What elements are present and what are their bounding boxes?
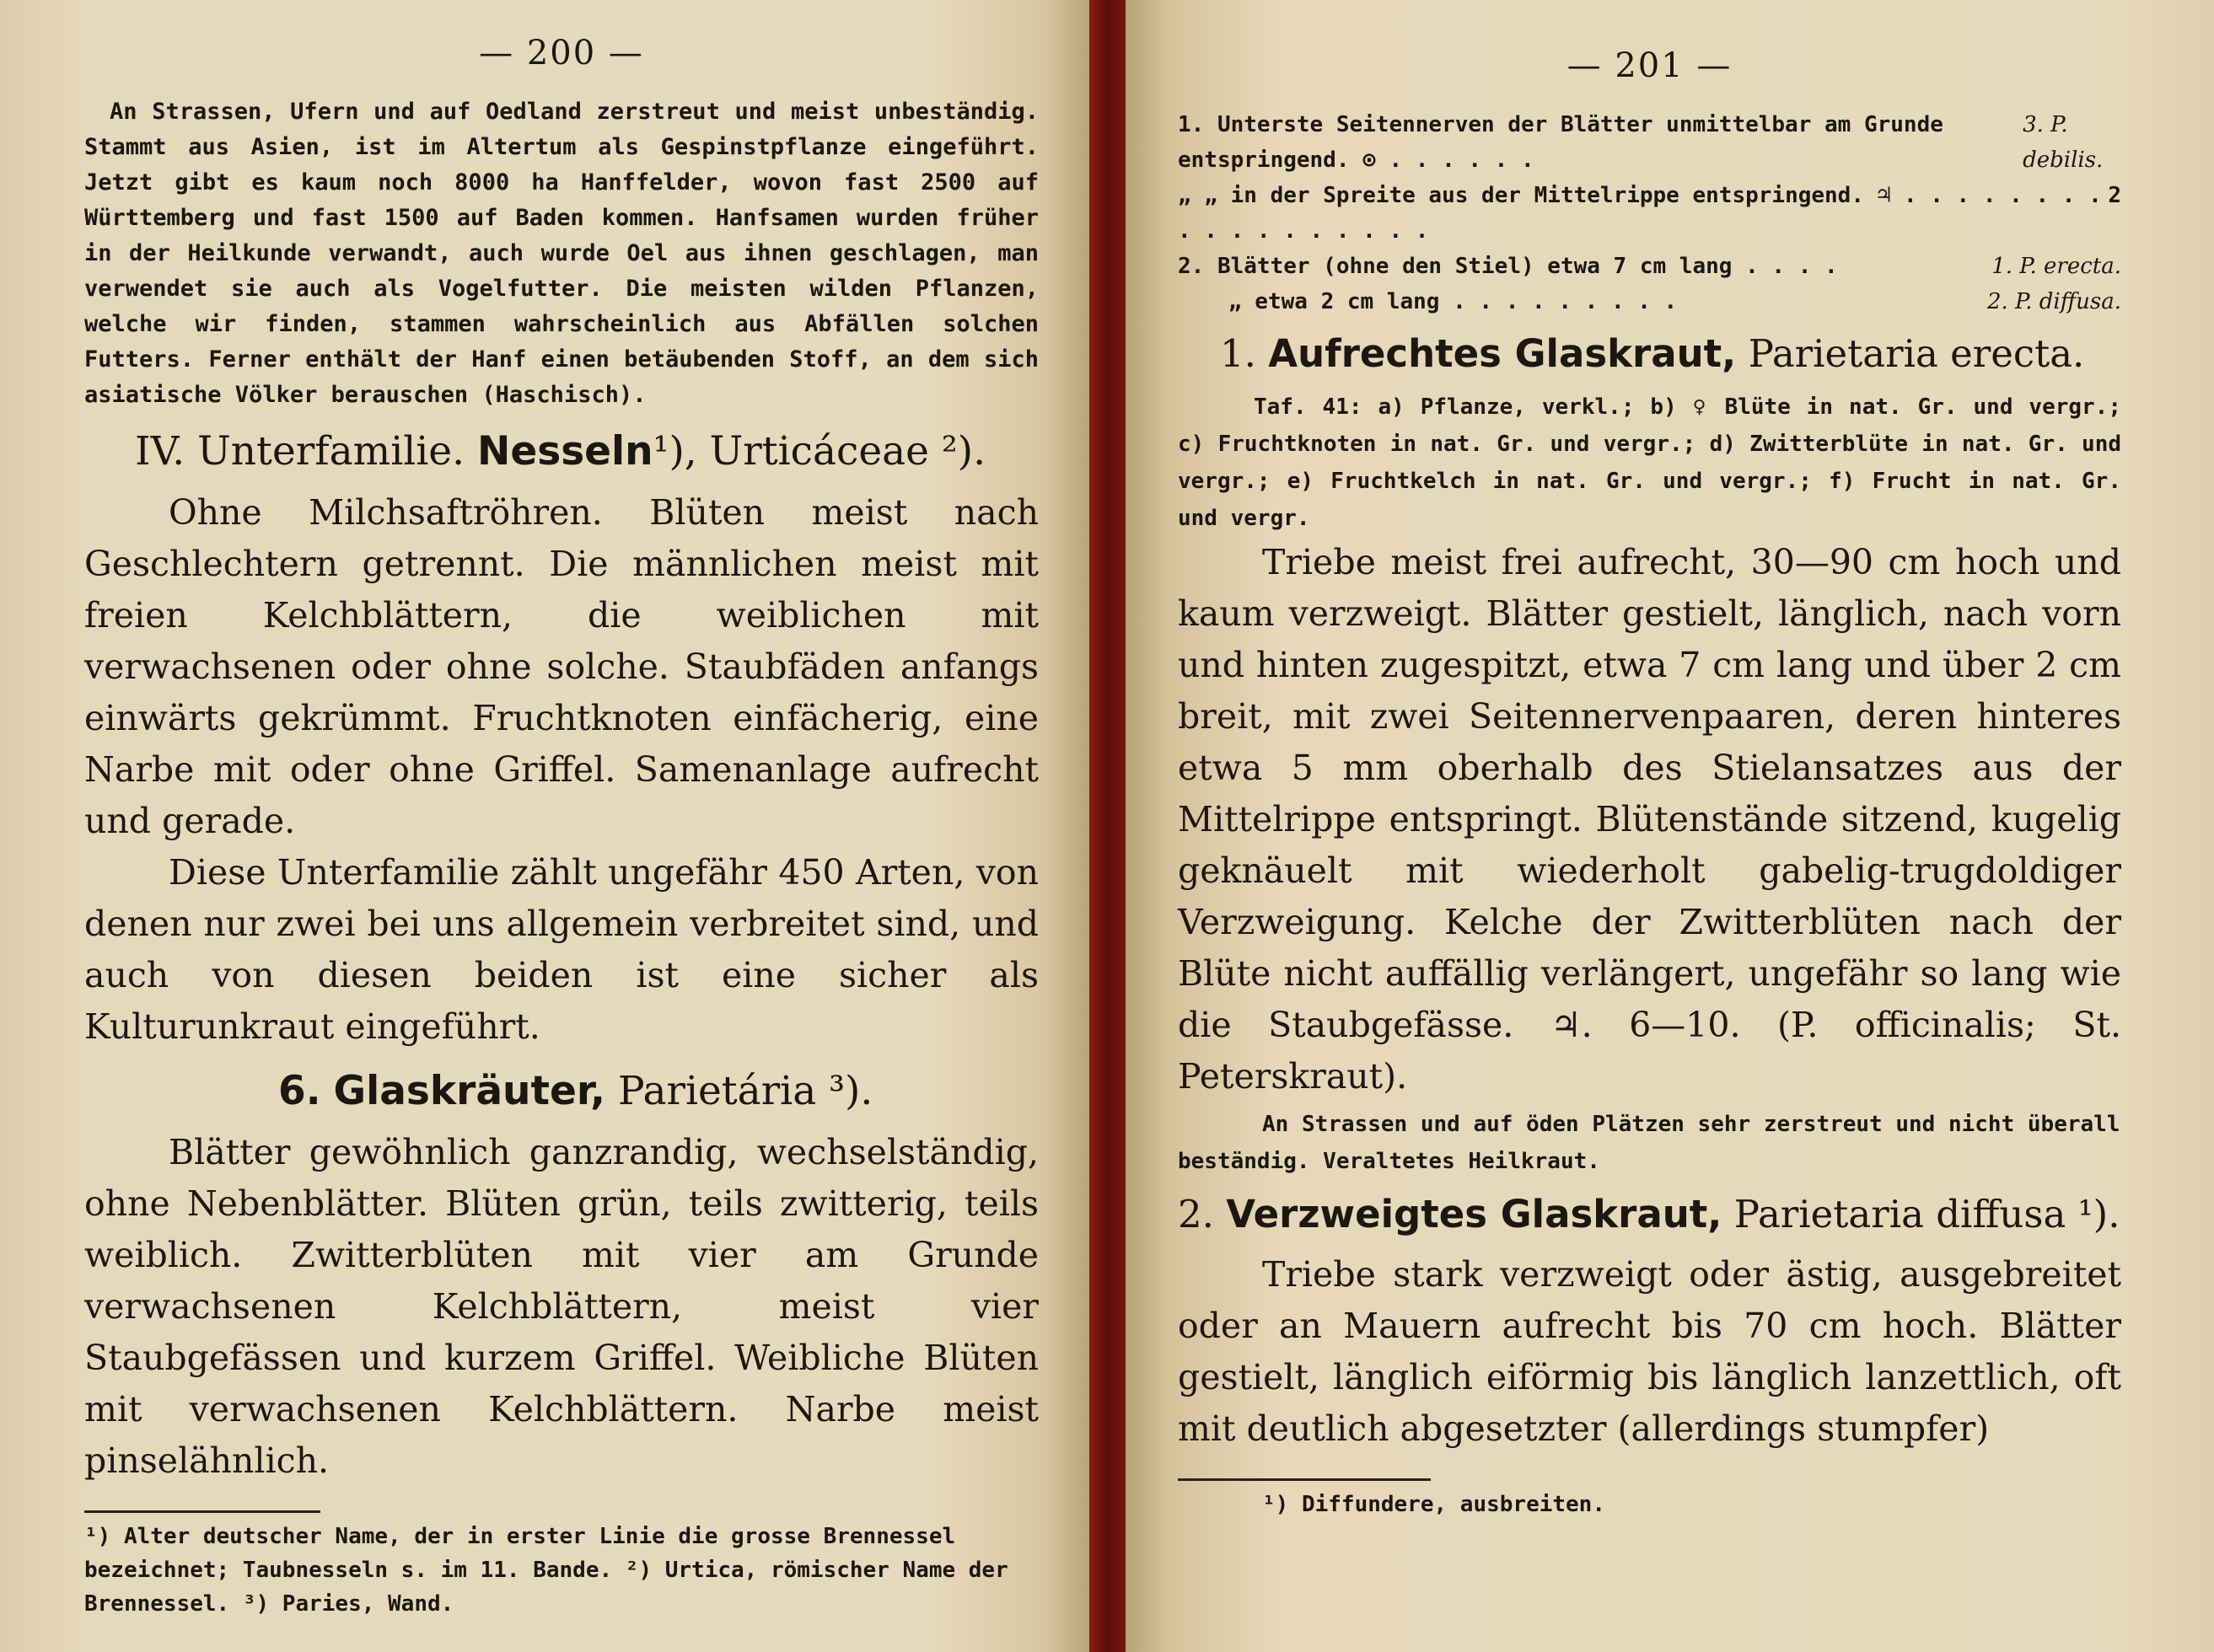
subfamily-text: [84, 487, 1039, 1053]
key-1a-text: 1. Unterste Seitennerven der Blätter unmittelbar am Grunde entspringend. ⊙ . . . . . .: [1178, 112, 1943, 173]
species-2-number: 2.: [1178, 1192, 1214, 1236]
subfamily-paragraph-1: Ohne Milchsaftröhren. Blüten meist nach Geschlechtern getrennt. Die männlichen meist mit freien Kelchblättern, die weiblichen mit verwachsenen oder ohne solche. Staubfäden anfangs einwärts gekrümmt. Fruchtknoten einfächerig, eine Narbe mit oder ohne Griffel. Samenanlage aufrecht und gerade.: [84, 492, 1039, 841]
subfamily-number: IV. Unterfamilie.: [135, 428, 465, 475]
key-1a-result: 3. P. debilis.: [2023, 112, 2104, 173]
species-2-text: [1178, 1249, 2121, 1455]
genus-name: Glaskräuter,: [333, 1068, 605, 1114]
key-row-1a: [1178, 107, 2121, 178]
genus-latin: Parietária ³).: [617, 1068, 873, 1114]
species-1-number: 1.: [1220, 331, 1256, 376]
key-2b-text: „ etwa 2 cm lang . . . . . . . . .: [1228, 289, 1678, 314]
identification-key: [1178, 107, 2121, 319]
intro-paragraph-block: [84, 94, 1039, 413]
species-1-note: An Strassen und auf öden Plätzen sehr zerstreut und nicht überall beständig. Veraltetes Heilkraut.: [1178, 1112, 2120, 1174]
key-1b-text: [1178, 178, 2108, 249]
species-2-name: Verzweigtes Glaskraut,: [1226, 1192, 1722, 1236]
species-1-heading: [1220, 324, 2121, 384]
genus-text: [84, 1127, 1039, 1487]
footnote-divider-left: [84, 1510, 320, 1513]
species-1-plate-caption: Taf. 41: a) Pflanze, verkl.; b) ♀ Blüte in nat. Gr. und vergr.; c) Fruchtknoten in nat. Gr. und vergr.; d) Zwitterblüte in nat. Gr. und vergr.; e) Fruchtkelch in nat. Gr. und vergr.; f) Frucht in nat. Gr. und vergr.: [1178, 394, 2121, 531]
key-2a-result: 1. P. erecta.: [1991, 254, 2121, 279]
footnotes-left: ¹) Alter deutscher Name, der in erster Linie die grosse Brennessel bezeichnet; Taubnesseln s. im 11. Bande. ²) Urtica, römischer Name der Brennessel. ³) Paries, Wand.: [84, 1524, 1008, 1617]
genus-number: 6.: [278, 1068, 321, 1114]
key-1b-result: 2: [2108, 183, 2121, 208]
key-row-1b: [1178, 178, 2121, 249]
species-1-latin: Parietaria erecta.: [1748, 331, 2085, 376]
left-page: [0, 0, 1089, 1652]
key-1b-body: in der Spreite aus der Mittelrippe entspringend. ♃ . . . . . . . . . . . . . . . . . .: [1178, 183, 2102, 244]
species-2-heading: [1178, 1185, 2121, 1244]
key-1b-prefix: „ „: [1178, 183, 1217, 208]
subfamily-paragraph-2: Diese Unterfamilie zählt ungefähr 450 Arten, von denen nur zwei bei uns allgemein verbreitet sind, und auch von diesen beiden ist eine sicher als Kulturunkraut eingeführt.: [84, 852, 1039, 1047]
genus-paragraph: Blätter gewöhnlich ganzrandig, wechselständig, ohne Nebenblätter. Blüten grün, teils zwitterig, teils weiblich. Zwitterblüten mit vier am Grunde verwachsenen Kelchblättern, meist vier Staubgefässen und kurzem Griffel. Weibliche Blüten mit verwachsenen Kelchblättern. Narbe meist pinselähnlich.: [84, 1132, 1039, 1481]
genus-heading: [278, 1061, 1039, 1122]
subfamily-name: Nesseln: [477, 428, 653, 475]
page-number-left: — 200 —: [479, 34, 644, 72]
species-1-paragraph: Triebe meist frei aufrecht, 30—90 cm hoch und kaum verzweigt. Blätter gestielt, länglich, nach vorn und hinten zugespitzt, etwa 7 cm lang und über 2 cm breit, mit zwei Seitennervenpaaren, deren hinteres etwa 5 mm oberhalb des Stielansatzes aus der Mittelrippe entspringt. Blütenstände sitzend, kugelig geknäuelt mit wiederholt gabelig-trugdoldiger Verzweigung. Kelche der Zwitterblüten nach der Blüte nicht auffällig verlängert, ungefähr so lang wie die Staubgefässe. ♃. 6—10. (P. officinalis; St. Peterskraut).: [1178, 542, 2121, 1097]
subfamily-latin: ¹), Urticáceae ²).: [653, 428, 986, 475]
right-page: [1126, 0, 2214, 1652]
book-gutter: [1089, 0, 1126, 1652]
key-2a-text: 2. Blätter (ohne den Stiel) etwa 7 cm lang . . . .: [1178, 254, 1838, 279]
species-1-text: [1178, 537, 2121, 1102]
species-2-latin: Parietaria diffusa ¹).: [1733, 1192, 2120, 1236]
subfamily-heading: [135, 421, 1039, 482]
species-2-paragraph: Triebe stark verzweigt oder ästig, ausgebreitet oder an Mauern aufrecht bis 70 cm hoch. Blätter gestielt, länglich eiförmig bis länglich lanzettlich, oft mit deutlich abgesetzter (allerdings stumpfer): [1178, 1254, 2121, 1449]
species-1-name: Aufrechtes Glaskraut,: [1268, 331, 1737, 376]
key-row-2a: [1178, 249, 2121, 284]
key-row-2b: [1178, 284, 2121, 319]
footnote-divider-right: [1178, 1478, 1431, 1481]
intro-paragraph: An Strassen, Ufern und auf Oedland zerstreut und meist unbeständig. Stammt aus Asien, ist im Altertum als Gespinstpflanze eingeführt. Jetzt gibt es kaum noch 8000 ha Hanffelder, wovon fast 2500 auf Württemberg und fast 1500 auf Baden kommen. Hanfsamen wurden früher in der Heilkunde verwandt, auch wurde Oel aus ihnen geschlagen, man verwendet sie auch als Vogelfutter. Die meisten wilden Pflanzen, welche wir finden, stammen wahrscheinlich aus Abfällen solchen Futters. Ferner enthält der Hanf einen betäubenden Stoff, an dem sich asiatische Völker berauschen (Haschisch).: [84, 99, 1039, 408]
page-number-right: — 201 —: [1566, 46, 1733, 85]
footnote-right: ¹) Diffundere, ausbreiten.: [1262, 1492, 1605, 1517]
key-2b-result: 2. P. diffusa.: [1986, 289, 2121, 314]
